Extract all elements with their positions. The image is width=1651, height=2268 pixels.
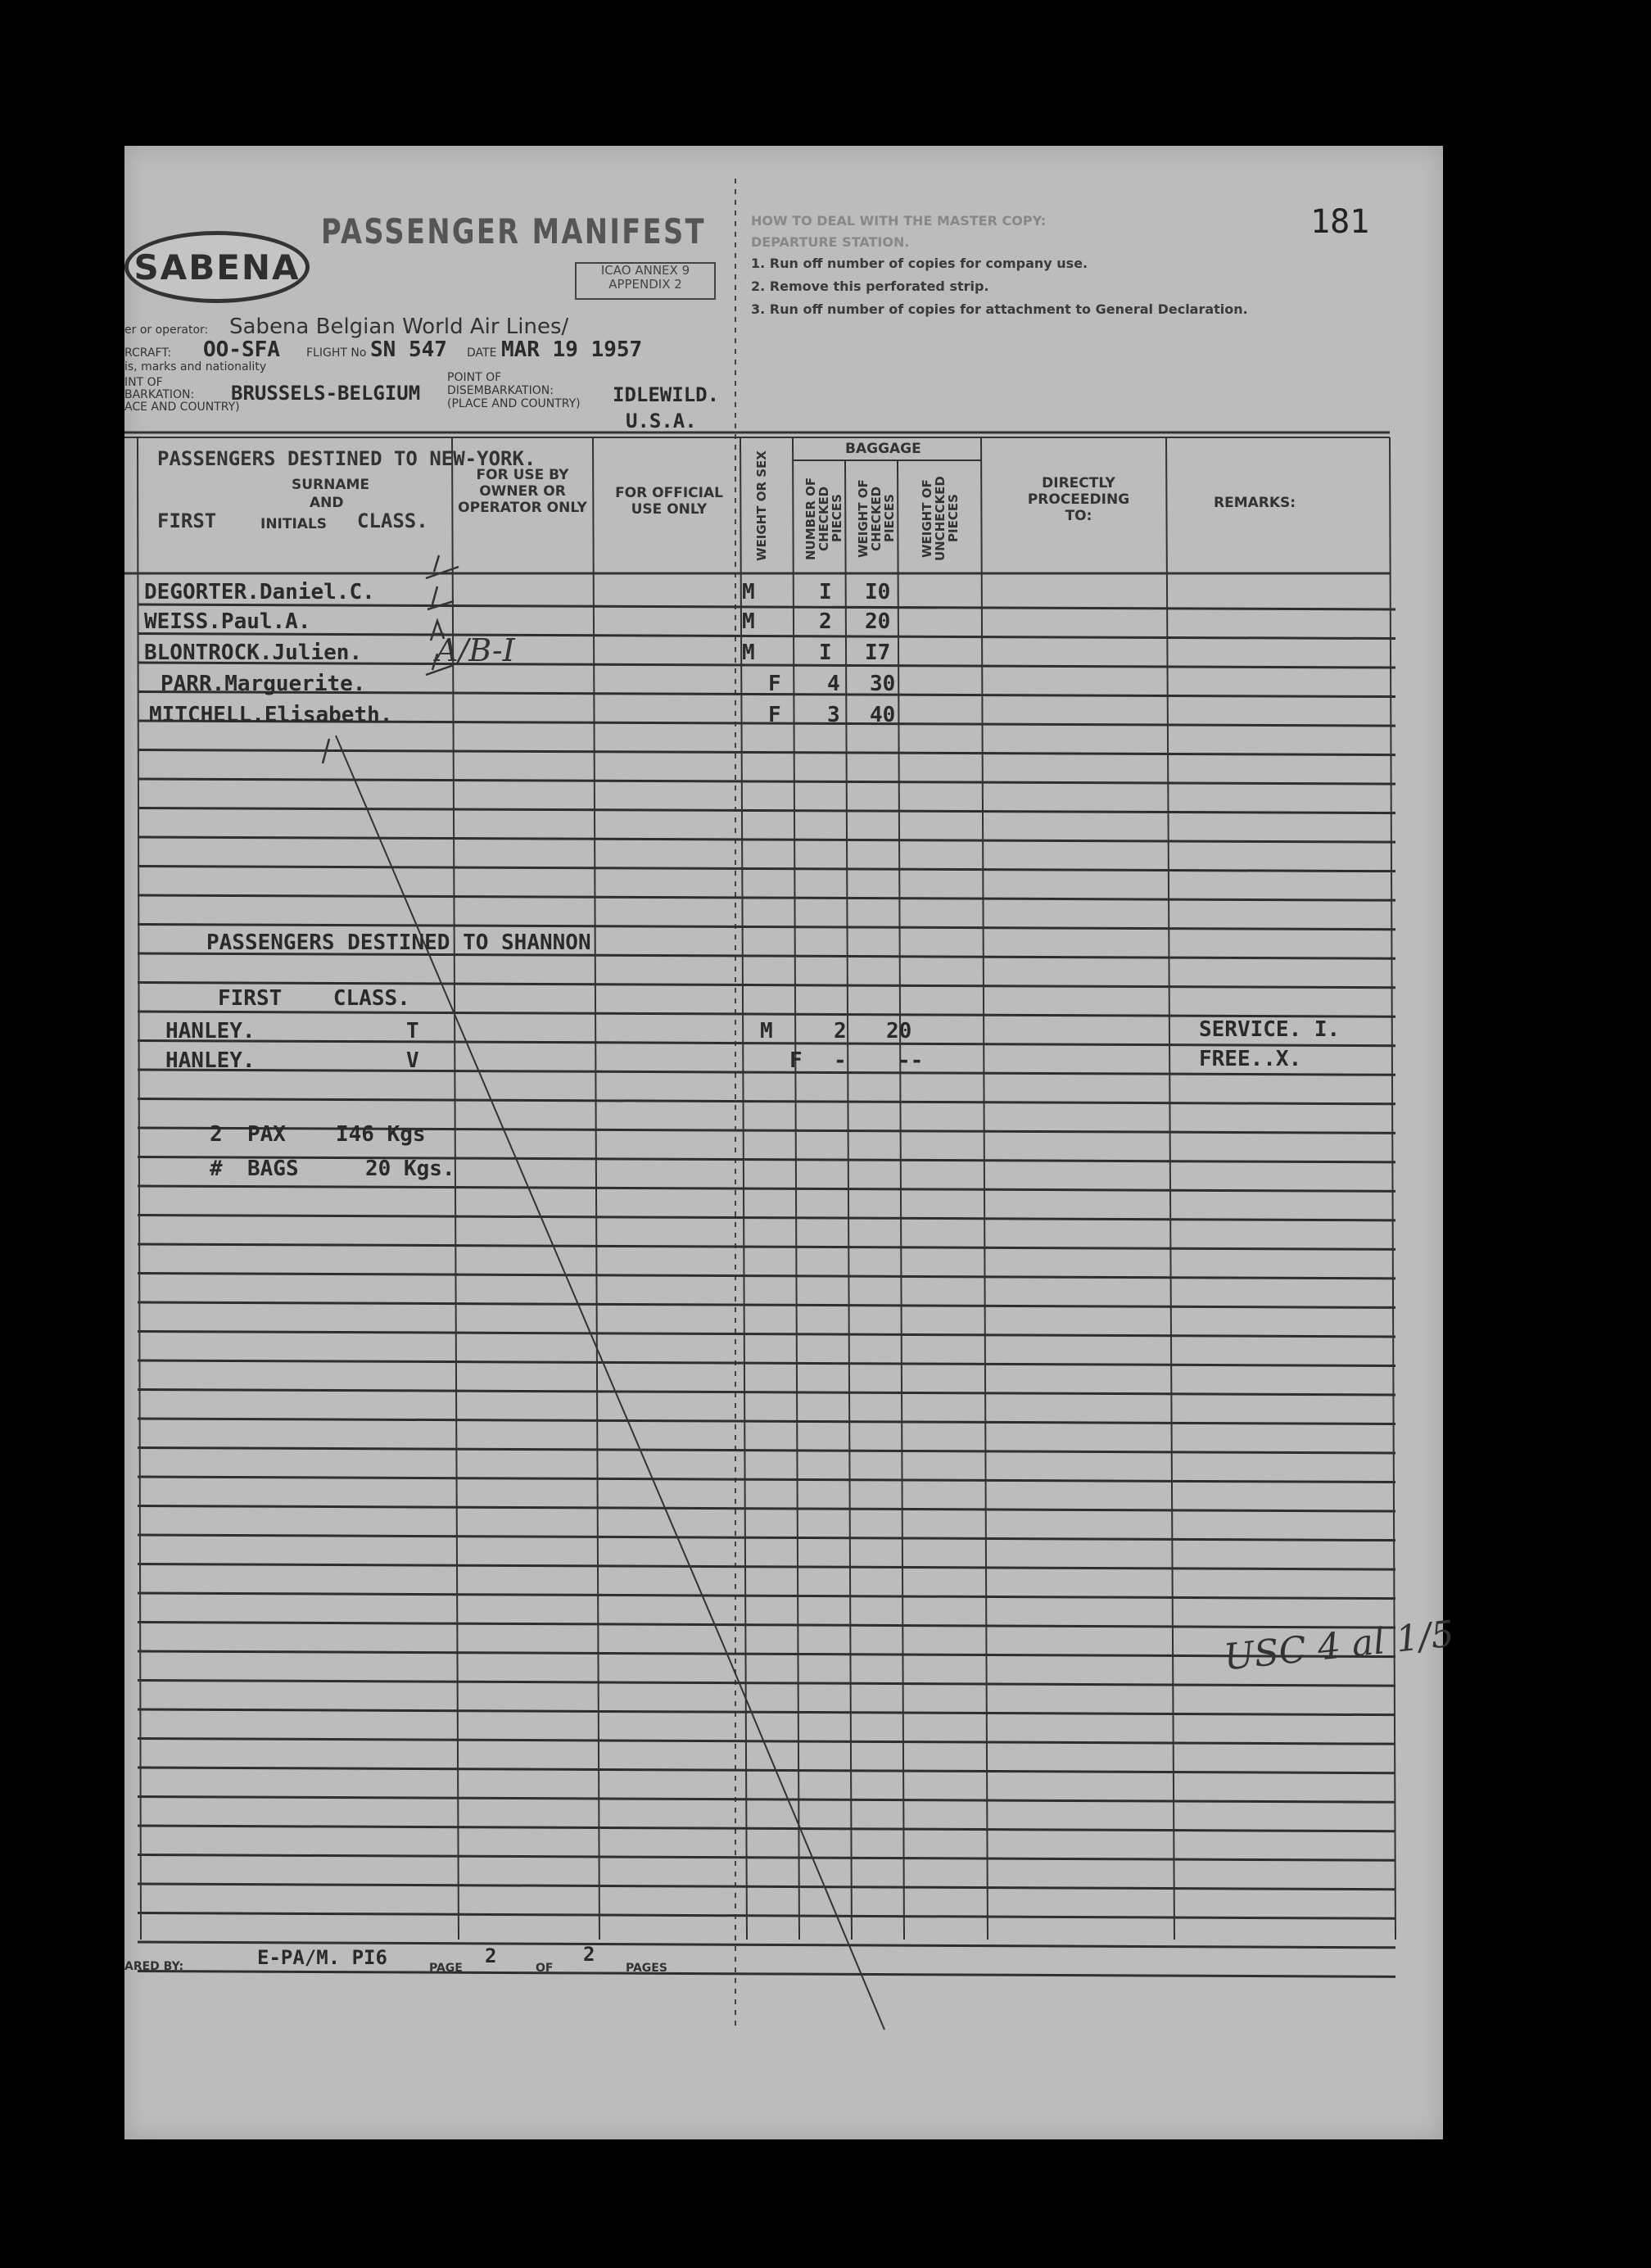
- passenger-weight: 20: [865, 609, 891, 634]
- weight-checked-header: WEIGHT OF CHECKED PIECES: [856, 479, 897, 558]
- passenger-weight: --: [898, 1048, 924, 1073]
- shannon-heading: PASSENGERS DESTINED TO SHANNON: [206, 930, 591, 955]
- row-rule: [138, 1593, 1395, 1599]
- passenger-remarks: FREE..X.: [1199, 1047, 1302, 1071]
- row-rule: [138, 1390, 1395, 1395]
- row-rule: [138, 1099, 1395, 1104]
- num-checked-header: NUMBER OF CHECKED PIECES: [803, 477, 844, 560]
- sabena-logo: SABENA: [124, 231, 310, 303]
- pages-label: PAGES: [626, 1962, 667, 1975]
- passenger-pieces: 2: [819, 609, 832, 634]
- embark-label-3: ACE AND COUNTRY): [124, 401, 240, 414]
- row-rule: [138, 1681, 1395, 1686]
- row-rule: [138, 1332, 1395, 1337]
- passenger-pieces: 3: [827, 703, 840, 727]
- owner-use-header: FOR USE BY OWNER OR OPERATOR ONLY: [458, 467, 587, 516]
- row-rule: [138, 604, 1395, 609]
- row-rule: [138, 1506, 1395, 1512]
- initials-label: INITIALS: [260, 516, 328, 532]
- passenger-sex: M: [742, 609, 755, 634]
- aircraft-label: RCRAFT:: [124, 346, 172, 360]
- passenger-pieces: I: [819, 580, 832, 604]
- row-rule: [138, 895, 1395, 900]
- disembark-value-2: U.S.A.: [626, 410, 697, 432]
- passenger-weight: I7: [865, 641, 891, 665]
- passenger-sex: M: [742, 641, 755, 665]
- row-rule: [138, 779, 1395, 784]
- row-rule: [138, 1477, 1395, 1483]
- passenger-name: DEGORTER.Daniel.C.: [144, 580, 375, 604]
- instruction-line-2: DEPARTURE STATION.: [751, 234, 910, 250]
- and-label: AND: [310, 495, 344, 511]
- instruction-line-4: 2. Remove this perforated strip.: [751, 278, 989, 294]
- diagonal-cancel-line: [336, 736, 884, 2030]
- passenger-initial: T: [406, 1019, 419, 1043]
- passengers-header: PASSENGERS DESTINED TO NEW-YORK.: [157, 447, 536, 470]
- row-rule: [138, 1448, 1395, 1454]
- passenger-weight: 20: [886, 1019, 912, 1043]
- shannon-class: FIRST CLASS.: [218, 986, 410, 1011]
- row-rule: [138, 1797, 1395, 1803]
- icao-line-2: APPENDIX 2: [608, 277, 682, 292]
- prepared-by-label: ARED BY:: [124, 1960, 184, 1973]
- row-rule: [138, 1709, 1395, 1715]
- prepared-by-value: E-PA/M. PI6: [257, 1946, 387, 1969]
- passenger-remarks: SERVICE. I.: [1199, 1017, 1341, 1042]
- row-rule: [138, 1768, 1395, 1773]
- row-rule: [138, 1651, 1395, 1657]
- row-rule: [138, 1884, 1395, 1890]
- disembark-label-2: DISEMBARKATION:: [447, 384, 554, 397]
- row-rule: [138, 1157, 1395, 1162]
- row-rule: [138, 634, 1395, 639]
- row-rule: [138, 1913, 1395, 1919]
- weight-unchecked-header: WEIGHT OF UNCHECKED PIECES: [920, 476, 961, 561]
- row-rule: [138, 867, 1395, 871]
- disembark-label-1: POINT OF: [447, 371, 502, 384]
- row-rule: [138, 1215, 1395, 1220]
- page-value: 2: [485, 1944, 497, 1967]
- pax-label: PAX: [247, 1122, 286, 1147]
- passenger-weight: 40: [870, 703, 896, 727]
- manifest-document: [124, 146, 1456, 2139]
- disembark-value-1: IDLEWILD.: [613, 383, 720, 406]
- passenger-weight: 30: [870, 672, 896, 696]
- row-rule: [138, 1012, 1395, 1016]
- passenger-pieces: 4: [827, 672, 840, 696]
- disembark-label-3: (PLACE AND COUNTRY): [447, 397, 581, 410]
- manifest-grid: [124, 146, 1443, 2139]
- row-rule: [138, 1826, 1395, 1831]
- document-title: PASSENGER MANIFEST: [321, 211, 706, 251]
- passenger-name: PARR.Marguerite.: [161, 672, 366, 696]
- flight-label: FLIGHT No: [306, 346, 367, 360]
- row-rule: [138, 1419, 1395, 1424]
- weight-or-sex-header: WEIGHT OR SEX: [754, 450, 769, 562]
- remarks-header: REMARKS:: [1214, 495, 1296, 511]
- row-rule: [138, 1244, 1395, 1249]
- directly-proceeding-header: DIRECTLY PROCEEDING TO:: [1027, 475, 1130, 524]
- page-label: PAGE: [429, 1962, 463, 1975]
- row-rule: [138, 1128, 1395, 1133]
- instruction-line-3: 1. Run off number of copies for company use.: [751, 256, 1088, 271]
- instruction-line-1: HOW TO DEAL WITH THE MASTER COPY:: [751, 213, 1047, 229]
- page-stamp: 181: [1310, 203, 1370, 241]
- passenger-sex: M: [760, 1019, 773, 1043]
- class-label: CLASS.: [357, 509, 428, 532]
- embark-label-1: INT OF: [124, 376, 163, 389]
- passenger-sex: F: [768, 672, 781, 696]
- embark-label-2: BARKATION:: [124, 388, 195, 401]
- pax-count: 2: [210, 1122, 223, 1147]
- row-rule: [138, 1186, 1395, 1191]
- official-use-header: FOR OFFICIAL USE ONLY: [615, 485, 723, 518]
- operator-label: er or operator:: [124, 324, 209, 337]
- passenger-pieces: 2: [834, 1019, 847, 1043]
- bags-label: BAGS: [247, 1157, 299, 1181]
- instruction-line-5: 3. Run off number of copies for attachment to General Declaration.: [751, 301, 1248, 317]
- marks-label: is, marks and nationality: [124, 360, 267, 373]
- date-value: MAR 19 1957: [501, 337, 643, 362]
- icao-line-1: ICAO ANNEX 9: [600, 263, 690, 278]
- passenger-sex: F: [768, 703, 781, 727]
- date-label: DATE: [467, 346, 497, 360]
- row-rule: [138, 1623, 1395, 1628]
- passenger-name: HANLEY.: [165, 1048, 256, 1073]
- bags-weight: 20 Kgs.: [365, 1157, 455, 1181]
- embark-value: BRUSSELS-BELGIUM: [231, 382, 421, 405]
- row-rule: [138, 808, 1395, 813]
- handwritten-marks: A/B-I: [436, 632, 515, 668]
- of-label: OF: [536, 1962, 554, 1975]
- row-rule: [138, 1971, 1395, 1977]
- passenger-name: HANLEY.: [165, 1019, 256, 1043]
- row-rule: [138, 1855, 1395, 1861]
- row-rule: [138, 1564, 1395, 1570]
- bags-count: #: [210, 1157, 223, 1181]
- passenger-initial: V: [406, 1048, 419, 1073]
- row-rule: [138, 925, 1395, 930]
- baggage-header: BAGGAGE: [845, 441, 921, 457]
- passenger-weight: I0: [865, 580, 891, 604]
- passenger-name: WEISS.Paul.A.: [144, 609, 311, 634]
- row-rule: [138, 1739, 1395, 1745]
- passenger-pieces: -: [834, 1048, 847, 1073]
- operator-value: Sabena Belgian World Air Lines/: [229, 315, 569, 339]
- passenger-sex: F: [789, 1048, 803, 1073]
- pax-weight: I46 Kgs: [336, 1122, 426, 1147]
- aircraft-value: OO-SFA: [203, 337, 280, 362]
- first-label: FIRST: [157, 509, 217, 532]
- surname-label: SURNAME: [292, 477, 370, 493]
- passenger-pieces: I: [819, 641, 832, 665]
- row-rule: [138, 837, 1395, 842]
- passenger-name: MITCHELL.Elisabeth.: [149, 703, 393, 727]
- handwritten-annotation: USC 4 al 1/5: [1222, 1613, 1456, 1679]
- row-rule: [138, 1535, 1395, 1541]
- passenger-name: BLONTROCK.Julien.: [144, 641, 363, 665]
- passenger-sex: M: [742, 580, 755, 604]
- of-value: 2: [583, 1943, 595, 1966]
- flight-value: SN 547: [370, 337, 447, 362]
- row-rule: [138, 1274, 1395, 1279]
- row-rule: [138, 1302, 1395, 1307]
- row-rule: [138, 1360, 1395, 1365]
